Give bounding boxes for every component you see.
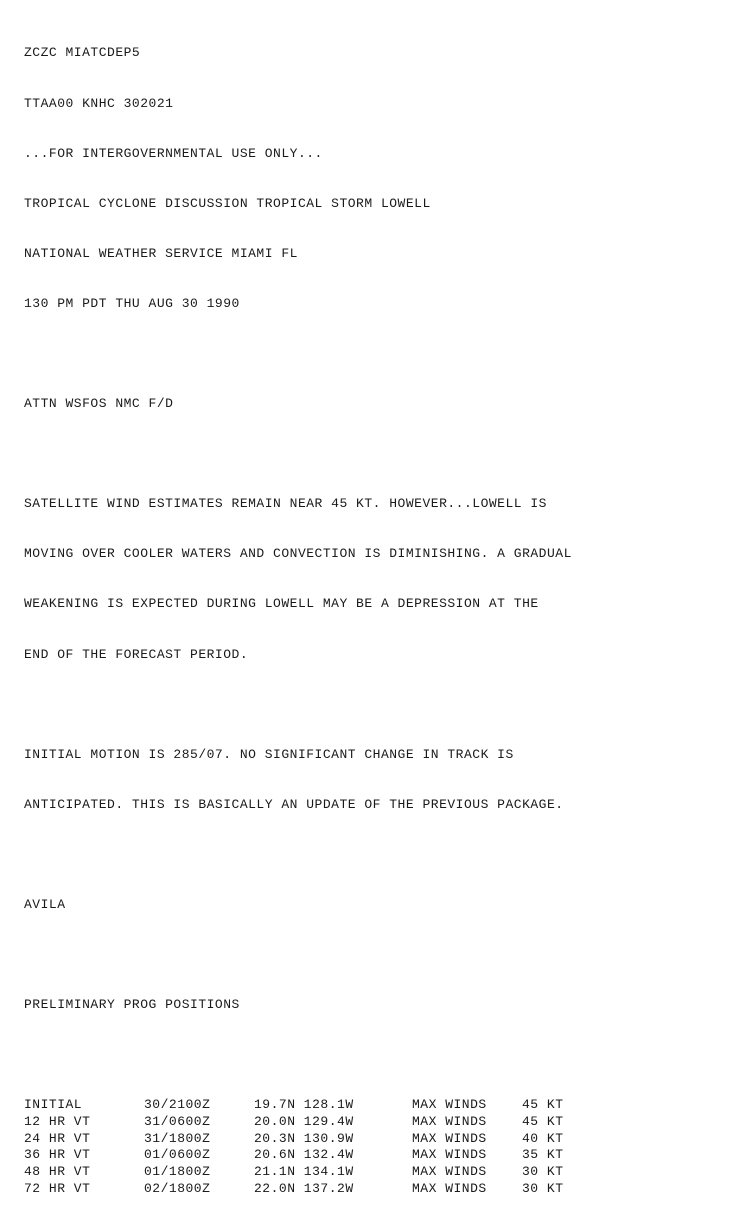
header-line-use-notice: ...FOR INTERGOVERNMENTAL USE ONLY... <box>24 145 323 161</box>
table-row <box>24 1181 582 1198</box>
max-winds-value: 40 KT <box>522 1130 564 1146</box>
max-winds-value: 35 KT <box>522 1147 564 1163</box>
table-row <box>24 1097 582 1114</box>
forecast-time: 02/1800Z <box>144 1180 211 1196</box>
header-line-title: TROPICAL CYCLONE DISCUSSION TROPICAL STORM LOWELL <box>24 195 431 211</box>
paragraph1-line: SATELLITE WIND ESTIMATES REMAIN NEAR 45 KT. HOWEVER...LOWELL IS <box>24 496 547 512</box>
header-line-issue-time: 130 PM PDT THU AUG 30 1990 <box>24 295 240 311</box>
attn-line: ATTN WSFOS NMC F/D <box>24 396 174 412</box>
forecast-time: 01/1800Z <box>144 1164 211 1180</box>
max-winds-value: 45 KT <box>522 1097 564 1113</box>
forecast-position: 22.0N 137.2W <box>254 1180 354 1196</box>
header-line-office: NATIONAL WEATHER SERVICE MIAMI FL <box>24 245 298 261</box>
paragraph1-line: WEAKENING IS EXPECTED DURING LOWELL MAY BE A DEPRESSION AT THE <box>24 596 539 612</box>
prog-positions-table <box>24 1097 582 1197</box>
discussion-document <box>24 12 582 1214</box>
forecast-position: 21.1N 134.1W <box>254 1164 354 1180</box>
max-winds-label: MAX WINDS <box>412 1114 487 1130</box>
prog-positions-title: PRELIMINARY PROG POSITIONS <box>24 997 240 1013</box>
forecast-position: 20.6N 132.4W <box>254 1147 354 1163</box>
max-winds-value: 30 KT <box>522 1180 564 1196</box>
paragraph1-line: MOVING OVER COOLER WATERS AND CONVECTION IS DIMINISHING. A GRADUAL <box>24 546 572 562</box>
table-row <box>24 1147 582 1164</box>
forecast-label: 24 HR VT <box>24 1130 91 1146</box>
forecast-position: 19.7N 128.1W <box>254 1097 354 1113</box>
max-winds-label: MAX WINDS <box>412 1147 487 1163</box>
forecast-position: 20.0N 129.4W <box>254 1114 354 1130</box>
forecaster-signature: AVILA <box>24 897 66 912</box>
max-winds-label: MAX WINDS <box>412 1130 487 1146</box>
paragraph2-line: ANTICIPATED. THIS IS BASICALLY AN UPDATE OF THE PREVIOUS PACKAGE. <box>24 796 564 812</box>
table-row <box>24 1131 582 1148</box>
max-winds-label: MAX WINDS <box>412 1180 487 1196</box>
max-winds-label: MAX WINDS <box>412 1097 487 1113</box>
paragraph2-line: INITIAL MOTION IS 285/07. NO SIGNIFICANT CHANGE IN TRACK IS <box>24 746 514 762</box>
forecast-label: 36 HR VT <box>24 1147 91 1163</box>
forecast-time: 01/0600Z <box>144 1147 211 1163</box>
forecast-label: 72 HR VT <box>24 1180 91 1196</box>
paragraph1-line: END OF THE FORECAST PERIOD. <box>24 646 249 662</box>
max-winds-label: MAX WINDS <box>412 1164 487 1180</box>
table-row <box>24 1164 582 1181</box>
forecast-time: 31/1800Z <box>144 1130 211 1146</box>
table-row <box>24 1114 582 1131</box>
forecast-label: 48 HR VT <box>24 1164 91 1180</box>
forecast-label: INITIAL <box>24 1097 83 1113</box>
forecast-time: 31/0600Z <box>144 1114 211 1130</box>
header-line-wmo-id: TTAA00 KNHC 302021 <box>24 95 174 111</box>
forecast-label: 12 HR VT <box>24 1114 91 1130</box>
max-winds-value: 45 KT <box>522 1114 564 1130</box>
max-winds-value: 30 KT <box>522 1164 564 1180</box>
header-line-product-id: ZCZC MIATCDEP5 <box>24 45 141 61</box>
forecast-time: 30/2100Z <box>144 1097 211 1113</box>
forecast-position: 20.3N 130.9W <box>254 1130 354 1146</box>
